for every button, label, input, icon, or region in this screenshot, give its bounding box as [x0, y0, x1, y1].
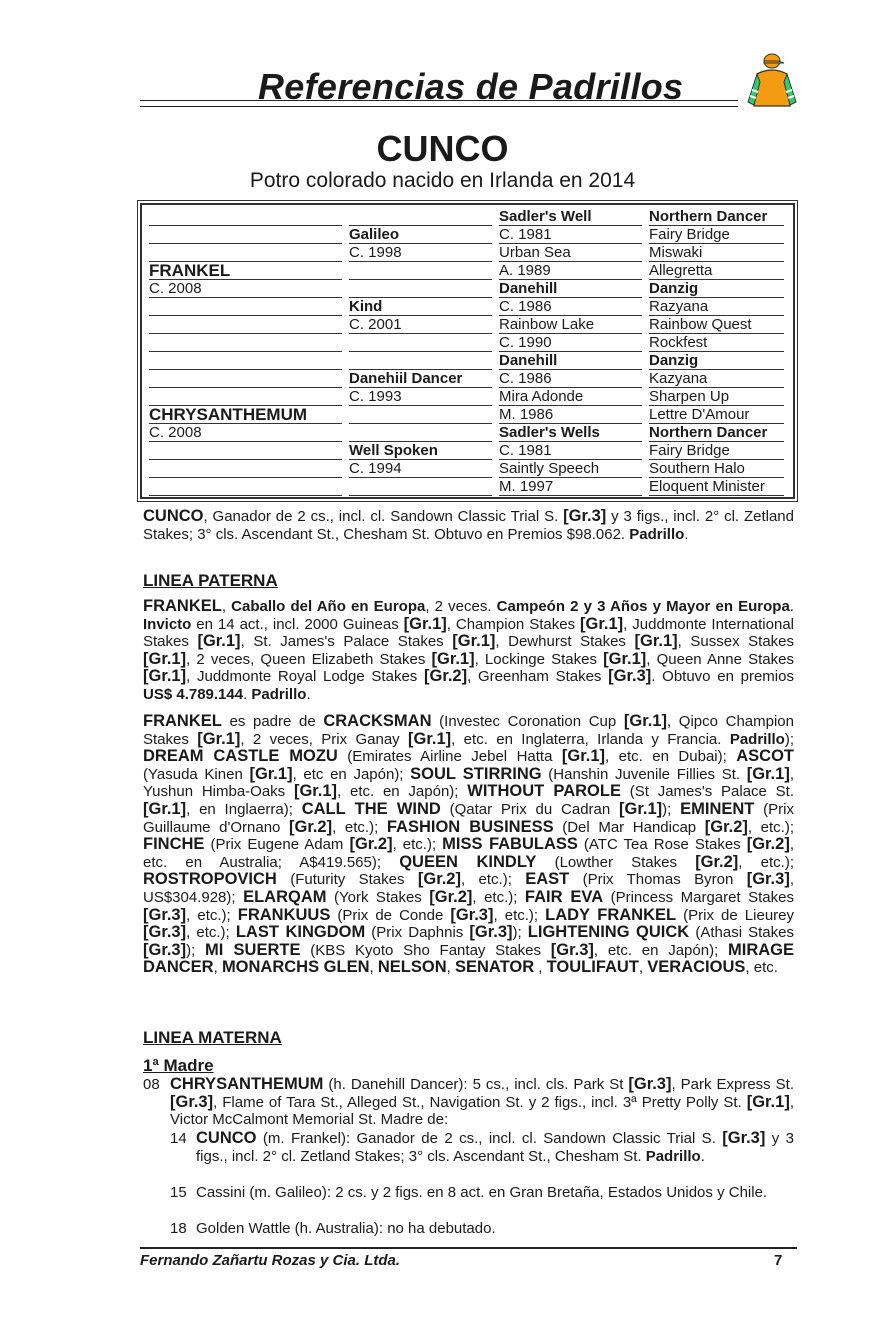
text-run: Golden Wattle (h. Australia): no ha debutado.	[196, 1220, 496, 1237]
section-linea-paterna: LINEA PATERNA	[143, 571, 278, 590]
horse-name-bold: VERACIOUS	[647, 958, 746, 977]
pedigree-cell	[149, 460, 342, 478]
text-run: Cassini (m. Galileo): 2 cs. y 2 figs. en 8 act. en Gran Bretaña, Estados Unidos y Chile.	[196, 1184, 768, 1201]
pedigree-cell: Sadler's Well	[499, 208, 642, 226]
child-year: 14	[170, 1130, 187, 1147]
pedigree-cell: CHRYSANTHEMUM	[149, 406, 342, 424]
pedigree-row	[142, 280, 793, 298]
grade-label: [Gr.1]	[619, 799, 663, 818]
pedigree-cell	[149, 244, 342, 262]
text-run: , Juddmonte Royal Lodge Stakes	[186, 668, 424, 686]
text-run: y 3 figs., incl. 2° cl. Zetland Stakes; 3° cls. Ascendant St., Chesham St.	[196, 1130, 794, 1165]
pedigree-cell	[349, 262, 492, 280]
pedigree-cell: Kazyana	[649, 370, 784, 388]
jockey-silks-icon	[744, 52, 800, 112]
pedigree-cell	[349, 334, 492, 352]
madre-entry	[170, 1076, 794, 1129]
footer-company: Fernando Zañartu Rozas y Cia. Ltda.	[140, 1252, 401, 1269]
pedigree-row	[142, 388, 793, 406]
pedigree-row	[142, 262, 793, 280]
pedigree-cell: Miswaki	[649, 244, 784, 262]
pedigree-cell: Danehiil Dancer	[349, 370, 492, 388]
grade-label: [Gr.1]	[623, 712, 667, 730]
grade-label: [Gr.2]	[746, 835, 790, 854]
pedigree-row	[142, 406, 793, 424]
text-run: , 2 veces.	[425, 598, 497, 615]
section-linea-materna: LINEA MATERNA	[143, 1028, 282, 1047]
horse-name-bold: ASCOT	[736, 747, 795, 766]
text-run: (Investec Coronation Cup	[431, 713, 624, 730]
text-run: (Qatar Prix du Cadran	[440, 800, 620, 818]
text-run: , en Inglaerra);	[186, 800, 302, 818]
grade-label: [Gr.1]	[403, 614, 447, 633]
text-run: , US$304.928);	[143, 871, 794, 906]
horse-name-bold: MISS FABULASS	[442, 835, 578, 854]
text-run: , 2 veces, Prix Ganay	[240, 730, 409, 748]
child-year: 15	[170, 1184, 187, 1201]
grade-label: [Gr.3]	[170, 1092, 214, 1111]
pedigree-cell	[349, 280, 492, 298]
pedigree-row	[142, 226, 793, 244]
text-run: , Queen Anne Stakes	[646, 650, 794, 668]
text-run: , etc.	[745, 959, 778, 977]
text-run: (Prix de Conde	[330, 906, 451, 924]
pedigree-cell: M. 1997	[499, 478, 642, 496]
grade-label: [Gr.1]	[603, 649, 647, 668]
pedigree-cell: C. 1994	[349, 460, 492, 478]
grade-label: [Gr.3]	[608, 667, 652, 686]
text-run: , etc. en Dubai);	[605, 748, 737, 766]
text-run: (Prix Eugene Adam	[204, 836, 350, 854]
pedigree-cell: Rockfest	[649, 334, 784, 352]
text-run: ,	[221, 598, 232, 615]
text-run: , Juddmonte International Stakes	[143, 615, 794, 651]
pedigree-cell: Lettre D'Amour	[649, 406, 784, 424]
pedigree-cell: Well Spoken	[349, 442, 492, 460]
pedigree-cell: Danehill	[499, 280, 642, 298]
text-run: ,	[534, 959, 547, 977]
pedigree-cell: Northern Dancer	[649, 424, 784, 442]
pedigree-row	[142, 352, 793, 370]
pedigree-row	[142, 442, 793, 460]
bold-text: Invicto	[143, 615, 192, 633]
horse-name-bold: MI SUERTE	[205, 940, 301, 959]
grade-label: [Gr.1]	[634, 632, 678, 651]
text-run: (St James's Palace St.	[620, 783, 794, 801]
pedigree-cell: Fairy Bridge	[649, 442, 784, 460]
horse-name-bold: CUNCO	[196, 1129, 257, 1147]
pedigree-cell: Rainbow Lake	[499, 316, 642, 334]
text-run: );	[784, 730, 794, 748]
grade-label: [Gr.3]	[143, 923, 187, 942]
text-run: , Flame of Tara St., Alleged St., Navigation St. y 2 figs., incl. 3ª Pretty Polly St.	[213, 1093, 747, 1111]
text-run: (Futurity Stakes	[276, 871, 418, 889]
text-run: , etc. en Australia; A$419.565);	[143, 836, 794, 871]
grade-label: [Gr.3]	[450, 905, 494, 924]
text-run: );	[186, 941, 206, 959]
page-header	[140, 60, 800, 112]
text-run: (Prix Daphnis	[365, 924, 470, 942]
section-primera-madre: 1ª Madre	[143, 1056, 214, 1075]
horse-name-bold: LAST KINGDOM	[235, 923, 366, 942]
horse-name-bold: CRACKSMAN	[323, 712, 432, 730]
pedigree-row	[142, 208, 793, 226]
bold-text: Padrillo	[645, 1147, 701, 1165]
horse-name-bold: FAIR EVA	[524, 887, 604, 906]
text-run: (Emirates Airline Jebel Hatta	[337, 748, 562, 766]
grade-label: [Gr.3]	[550, 940, 594, 959]
pedigree-cell	[149, 370, 342, 388]
bold-text: Padrillo	[251, 685, 307, 703]
grade-label: [Gr.2]	[704, 817, 748, 836]
grade-label: [Gr.1]	[452, 632, 496, 651]
text-run: , etc.);	[392, 836, 443, 854]
footer-rule	[140, 1247, 797, 1249]
grade-label: [Gr.2]	[695, 852, 739, 871]
pedigree-cell	[349, 478, 492, 496]
pedigree-row	[142, 478, 793, 496]
page-number: 7	[774, 1252, 783, 1269]
pedigree-row	[142, 298, 793, 316]
horse-name-bold: ROSTROPOVICH	[143, 870, 277, 889]
text-run: (Prix Thomas Byron	[569, 871, 747, 889]
text-run: , etc.);	[747, 818, 794, 836]
pedigree-cell: M. 1986	[499, 406, 642, 424]
text-run: (Del Mar Handicap	[553, 818, 705, 836]
text-run: , etc. en Inglaterra, Irlanda y Francia.	[451, 730, 730, 748]
grade-label: [Gr.1]	[293, 782, 338, 801]
pedigree-cell	[349, 424, 492, 442]
text-run: (h. Danehill Dancer): 5 cs., incl. cls. Park St	[323, 1076, 629, 1093]
pedigree-cell	[149, 334, 342, 352]
horse-name-bold: MONARCHS GLEN	[221, 958, 370, 977]
grade-label: [Gr.2]	[424, 667, 468, 686]
pedigree-cell: Danehill	[499, 352, 642, 370]
horse-name-bold: FRANKEL	[143, 597, 222, 615]
text-run: .	[700, 1147, 705, 1165]
grade-label: [Gr.1]	[197, 632, 241, 651]
text-run: ,	[638, 959, 648, 977]
grade-label: [Gr.2]	[349, 835, 393, 854]
horse-name-bold: LIGHTENING QUICK	[527, 923, 690, 942]
pedigree-cell	[149, 388, 342, 406]
grade-label: [Gr.1]	[746, 1092, 790, 1111]
horse-name-bold: QUEEN KINDLY	[399, 852, 537, 871]
pedigree-cell: Galileo	[349, 226, 492, 244]
pedigree-cell: Sharpen Up	[649, 388, 784, 406]
pedigree-cell: Saintly Speech	[499, 460, 642, 478]
child-entry	[196, 1130, 794, 1165]
horse-name-bold: FASHION BUSINESS	[386, 817, 554, 836]
grade-label: [Gr.3]	[469, 923, 513, 942]
summary-text-3: .	[684, 525, 689, 543]
horse-name-bold: FRANKUUS	[237, 905, 331, 924]
horse-subtitle: Potro colorado nacido en Irlanda en 2014	[249, 169, 636, 192]
summary-text-2: y 3 figs., incl. 2° cl. Zetland Stakes; 3° cls. Ascendant St., Chesham St. Obtuvo en Premios $98.062.	[143, 508, 794, 543]
horse-name-bold: FRANKEL	[143, 712, 222, 730]
pedigree-row	[142, 244, 793, 262]
grade-label: [Gr.1]	[249, 764, 293, 783]
text-run: ,	[369, 959, 378, 977]
bold-text: Campeón 2 y 3 Años y Mayor en Europa	[496, 598, 790, 615]
text-run: , etc. en Japón);	[337, 783, 468, 801]
text-run: , 2 veces, Queen Elizabeth Stakes	[186, 650, 432, 668]
text-run: , Champion Stakes	[446, 615, 581, 633]
text-run: (Princess Margaret Stakes	[603, 888, 794, 906]
pedigree-cell	[349, 352, 492, 370]
pedigree-cell: C. 2008	[149, 424, 342, 442]
pedigree-cell: C. 1990	[499, 334, 642, 352]
text-run: , etc. en Japón);	[593, 941, 728, 959]
child-year: 18	[170, 1220, 187, 1237]
grade-label: [Gr.1]	[561, 747, 606, 766]
bold-text: Padrillo	[729, 730, 785, 748]
text-run: (Prix Guillaume d'Ornano	[143, 800, 794, 836]
text-run: , etc.);	[332, 818, 387, 836]
header-rule-bottom	[140, 106, 738, 107]
text-run: , Greenham Stakes	[467, 668, 609, 686]
pedigree-cell	[149, 352, 342, 370]
horse-name-bold: CALL THE WIND	[301, 799, 441, 818]
text-run: , etc.);	[472, 888, 525, 906]
pedigree-cell: C. 1986	[499, 298, 642, 316]
pedigree-cell: Southern Halo	[649, 460, 784, 478]
pedigree-cell: Mira Adonde	[499, 388, 642, 406]
text-run: es padre de	[221, 713, 324, 730]
text-run: .	[306, 685, 311, 703]
grade-label: [Gr.1]	[197, 729, 241, 748]
pedigree-cell: Sadler's Wells	[499, 424, 642, 442]
text-run: (Prix de Lieurey	[676, 906, 795, 924]
pedigree-cell	[149, 226, 342, 244]
page-header-title: Referencias de Padrillos	[258, 66, 684, 107]
bold-text: Caballo del Año en Europa	[231, 598, 426, 615]
text-run: .	[243, 685, 252, 703]
pedigree-cell: Danzig	[649, 280, 784, 298]
text-run: , Qipco Champion Stakes	[143, 713, 794, 748]
pedigree-cell	[149, 298, 342, 316]
pedigree-cell: A. 1989	[499, 262, 642, 280]
horse-name-bold: SENATOR	[454, 958, 535, 977]
pedigree-cell: Kind	[349, 298, 492, 316]
pedigree-cell: Urban Sea	[499, 244, 642, 262]
grade-label: [Gr.1]	[408, 729, 452, 748]
text-run: (m. Frankel): Ganador de 2 cs., incl. cl. Sandown Classic Trial S.	[256, 1130, 723, 1147]
horse-name-bold: TOULIFAUT	[546, 958, 639, 977]
summary-padrillo: Padrillo	[629, 525, 685, 543]
text-run: (Lowther Stakes	[536, 853, 696, 871]
header-rule-top	[140, 100, 738, 101]
pedigree-row	[142, 370, 793, 388]
grade-label: [Gr.2]	[417, 870, 461, 889]
text-run: , etc.);	[738, 853, 794, 871]
pedigree-cell	[349, 208, 492, 226]
horse-name-bold: CHRYSANTHEMUM	[170, 1075, 324, 1093]
pedigree-table	[140, 203, 795, 499]
pedigree-cell: C. 1986	[499, 370, 642, 388]
madre-year: 08	[143, 1076, 160, 1093]
grade-label: [Gr.1]	[580, 614, 624, 633]
text-run: en 14 act., incl. 2000 Guineas	[191, 615, 404, 633]
text-run: , etc.);	[186, 906, 238, 924]
text-run: . Obtuvo en premios	[651, 668, 794, 686]
horse-name-bold: SOUL STIRRING	[410, 764, 542, 783]
summary-paragraph	[143, 508, 794, 543]
grade-label: [Gr.1]	[143, 649, 187, 668]
text-run: (Athasi Stakes	[689, 924, 794, 942]
pedigree-cell	[149, 478, 342, 496]
text-run: , etc.);	[460, 871, 526, 889]
text-run: );	[662, 800, 681, 818]
text-run: ,	[446, 959, 455, 977]
horse-name: CUNCO	[376, 128, 509, 169]
text-run: , Park Express St.	[671, 1076, 794, 1093]
text-run: , etc.);	[186, 924, 236, 942]
pedigree-cell: C. 1993	[349, 388, 492, 406]
grade-label: [Gr.3]	[143, 905, 187, 924]
text-run: ,	[213, 959, 222, 977]
pedigree-cell	[149, 208, 342, 226]
summary-text-1: , Ganador de 2 cs., incl. cl. Sandown Classic Trial S.	[203, 508, 564, 525]
horse-name-bold: LADY FRANKEL	[545, 905, 677, 924]
grade-label: [Gr.2]	[289, 817, 333, 836]
text-run: , Yushun Himba-Oaks	[143, 765, 794, 801]
pedigree-row	[142, 424, 793, 442]
frankel-paragraph-1	[143, 598, 794, 704]
pedigree-cell: C. 2008	[149, 280, 342, 298]
pedigree-row	[142, 460, 793, 478]
grade-label: [Gr.3]	[143, 940, 187, 959]
text-run: , etc.);	[493, 906, 546, 924]
child-entry	[196, 1184, 794, 1202]
child-entry	[196, 1220, 794, 1238]
text-run: (Hanshin Juvenile Fillies St.	[541, 765, 747, 783]
pedigree-cell: C. 2001	[349, 316, 492, 334]
text-run: .	[789, 598, 794, 615]
pedigree-cell	[149, 442, 342, 460]
pedigree-cell: Allegretta	[649, 262, 784, 280]
horse-name-bold: EMINENT	[680, 799, 755, 818]
pedigree-cell: FRANKEL	[149, 262, 342, 280]
grade-label: [Gr.3]	[722, 1129, 766, 1147]
pedigree-cell: Eloquent Minister	[649, 478, 784, 496]
horse-name-bold: EAST	[525, 870, 570, 889]
pedigree-cell	[349, 406, 492, 424]
text-run: , etc en Japón);	[292, 765, 411, 783]
text-run: (York Stakes	[326, 888, 430, 906]
pedigree-cell: C. 1981	[499, 442, 642, 460]
text-run: (Yasuda Kinen	[143, 765, 250, 783]
grade-label: [Gr.1]	[143, 667, 187, 686]
text-run: , St. James's Palace Stakes	[240, 633, 453, 651]
horse-name-bold: FINCHE	[143, 835, 205, 854]
pedigree-cell: Northern Dancer	[649, 208, 784, 226]
pedigree-cell: Rainbow Quest	[649, 316, 784, 334]
text-run: , Dewhurst Stakes	[495, 633, 635, 651]
text-run: , Sussex Stakes	[677, 633, 795, 651]
pedigree-cell: Fairy Bridge	[649, 226, 784, 244]
summary-horse-name: CUNCO	[143, 507, 204, 525]
grade-label: [Gr.3]	[746, 870, 790, 889]
pedigree-cell: Razyana	[649, 298, 784, 316]
grade-label: [Gr.1]	[431, 649, 475, 668]
summary-grade: [Gr.3]	[563, 507, 607, 525]
horse-name-bold: ELARQAM	[243, 887, 327, 906]
horse-name-bold: DREAM CASTLE MOZU	[143, 747, 338, 766]
horse-name-bold: NELSON	[377, 958, 447, 977]
grade-label: [Gr.3]	[628, 1075, 672, 1093]
text-run: , Lockinge Stakes	[474, 650, 604, 668]
pedigree-row	[142, 334, 793, 352]
text-run: (ATC Tea Rose Stakes	[577, 836, 747, 854]
pedigree-cell	[149, 316, 342, 334]
grade-label: [Gr.2]	[429, 887, 473, 906]
pedigree-row	[142, 316, 793, 334]
horse-name-bold: WITHOUT PAROLE	[467, 782, 621, 801]
pedigree-cell: Danzig	[649, 352, 784, 370]
grade-label: [Gr.1]	[746, 764, 790, 783]
text-run: );	[512, 924, 528, 942]
horse-name-bold: MIRAGE DANCER	[143, 940, 794, 977]
frankel-paragraph-2	[143, 713, 794, 977]
pedigree-cell: C. 1998	[349, 244, 492, 262]
text-run: , Victor McCalmont Memorial St. Madre de:	[170, 1093, 794, 1129]
bold-text: US$ 4.789.144	[143, 685, 244, 703]
grade-label: [Gr.1]	[143, 799, 187, 818]
pedigree-cell: C. 1981	[499, 226, 642, 244]
text-run: (KBS Kyoto Sho Fantay Stakes	[300, 941, 551, 959]
